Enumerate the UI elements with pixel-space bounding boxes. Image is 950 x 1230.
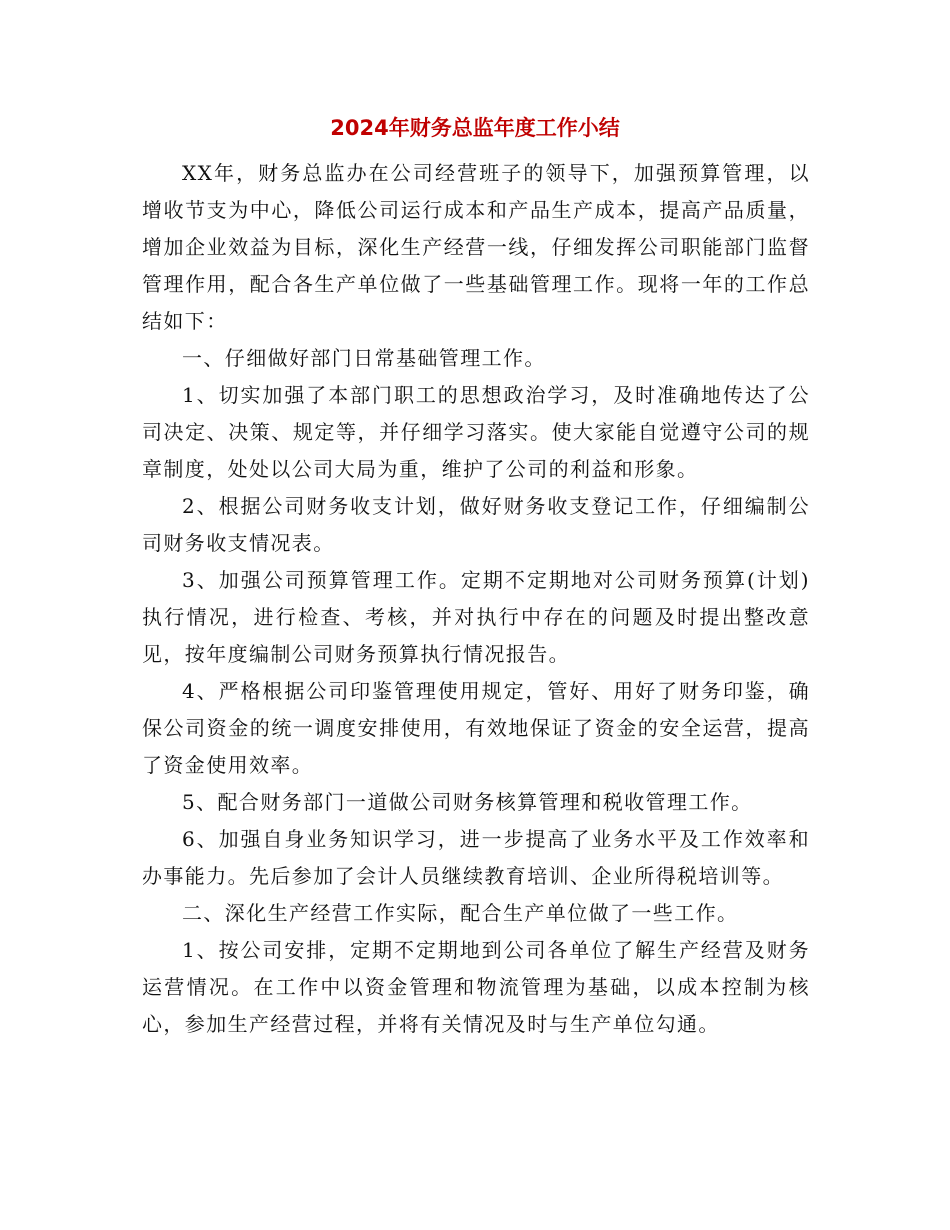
paragraph-1-3: 3、加强公司预算管理工作。定期不定期地对公司财务预算(计划)执行情况，进行检查、考核，并对执行中存在的问题及时提出整改意见，按年度编制公司财务预算执行情况报告。	[142, 568, 810, 666]
paragraph-1-1: 1、切实加强了本部门职工的思想政治学习，及时准确地传达了公司决定、决策、规定等，并仔细学习落实。使大家能自觉遵守公司的规章制度，处处以公司大局为重，维护了公司的利益和形象。	[142, 383, 810, 481]
section-heading-1: 一、仔细做好部门日常基础管理工作。	[182, 346, 546, 370]
paragraph-1-4: 4、严格根据公司印鉴管理使用规定，管好、用好了财务印鉴，确保公司资金的统一调度安排使用，有效地保证了资金的安全运营，提高了资金使用效率。	[142, 679, 810, 777]
paragraph-1-6: 6、加强自身业务知识学习，进一步提高了业务水平及工作效率和办事能力。先后参加了会计人员继续教育培训、企业所得税培训等。	[142, 827, 810, 888]
document-body	[142, 155, 810, 1043]
section-heading-2: 二、深化生产经营工作实际，配合生产单位做了一些工作。	[182, 901, 739, 925]
paragraph-intro: XX年，财务总监办在公司经营班子的领导下，加强预算管理，以增收节支为中心，降低公司运行成本和产品生产成本，提高产品质量，增加企业效益为目标，深化生产经营一线，仔细发挥公司职能部门监督管理作用，配合各生产单位做了一些基础管理工作。现将一年的工作总结如下：	[142, 161, 810, 333]
paragraph-1-5: 5、配合财务部门一道做公司财务核算管理和税收管理工作。	[182, 790, 753, 814]
document-title: 2024年财务总监年度工作小结	[330, 116, 620, 140]
paragraph-1-2: 2、根据公司财务收支计划，做好财务收支登记工作，仔细编制公司财务收支情况表。	[142, 494, 810, 555]
paragraph-2-1: 1、按公司安排，定期不定期地到公司各单位了解生产经营及财务运营情况。在工作中以资金管理和物流管理为基础，以成本控制为核心，参加生产经营过程，并将有关情况及时与生产单位勾通。	[142, 938, 810, 1036]
